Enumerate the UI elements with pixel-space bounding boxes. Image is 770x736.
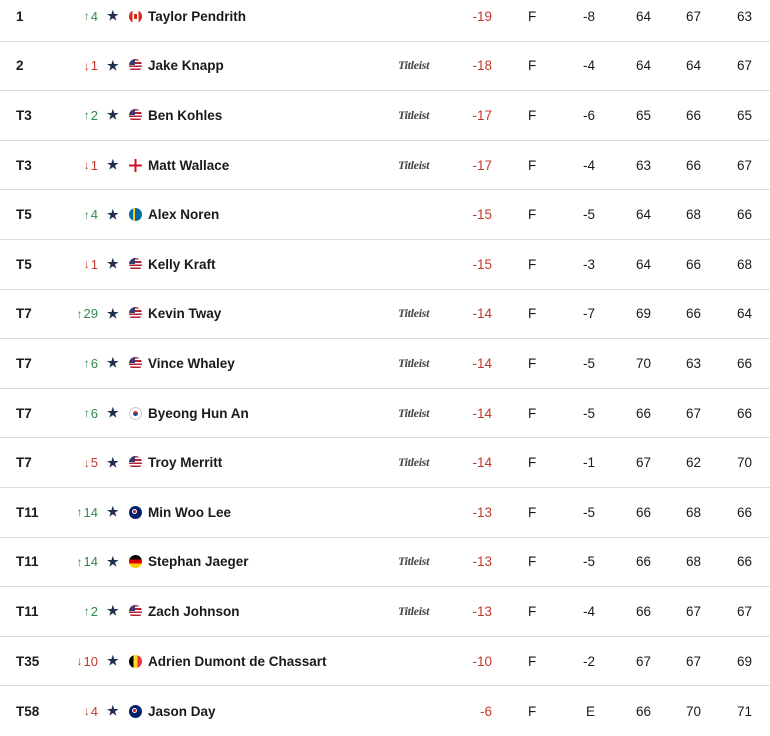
table-row[interactable]: [0, 190, 770, 240]
round-2-score: 66: [685, 256, 701, 272]
star-icon[interactable]: ★: [107, 57, 119, 73]
star-icon[interactable]: ★: [107, 206, 119, 222]
round-2-score: 70: [685, 703, 701, 719]
round-1-score: 66: [635, 603, 651, 619]
player-name-link[interactable]: Taylor Pendrith: [148, 8, 247, 24]
player-name-link[interactable]: Jason Day: [148, 703, 216, 719]
round-1-score: 66: [635, 703, 651, 719]
flag-icon: [128, 438, 142, 487]
total-score: -17: [472, 157, 492, 173]
thru-cell: F: [528, 504, 537, 520]
star-icon[interactable]: ★: [107, 256, 119, 272]
flag-icon: [128, 141, 142, 190]
round-2-score: 67: [685, 8, 701, 24]
round-3-score: 66: [736, 405, 752, 421]
movement-value: 4: [90, 207, 98, 223]
thru-cell: F: [528, 554, 537, 570]
round-1-score: 70: [635, 355, 651, 371]
arrow-up-icon: ↑: [76, 554, 83, 569]
flag-icon: [128, 339, 142, 388]
position-cell: T35: [16, 653, 40, 669]
round-2-score: 67: [685, 405, 701, 421]
table-row[interactable]: [0, 42, 770, 92]
thru-cell: F: [528, 703, 537, 719]
movement-value: 4: [90, 8, 98, 24]
today-score: -5: [582, 405, 595, 421]
arrow-down-icon: ↓: [83, 158, 90, 173]
flag-icon: [128, 290, 142, 339]
today-score: -5: [582, 355, 595, 371]
thru-cell: F: [528, 405, 537, 421]
thru-cell: F: [528, 653, 537, 669]
round-3-score: 66: [736, 504, 752, 520]
table-row[interactable]: [0, 141, 770, 191]
round-2-score: 63: [685, 355, 701, 371]
titleist-logo: Titleist: [398, 306, 430, 321]
flag-aus-icon: [129, 705, 142, 718]
flag-icon: [128, 240, 142, 289]
round-3-score: 67: [736, 58, 752, 74]
flag-icon: [128, 0, 142, 41]
flag-icon: [128, 488, 142, 537]
position-cell: T11: [16, 504, 39, 520]
position-cell: T58: [16, 703, 40, 719]
star-icon[interactable]: ★: [107, 703, 119, 719]
total-score: -13: [472, 504, 492, 520]
titleist-logo: Titleist: [398, 554, 430, 569]
arrow-up-icon: ↑: [76, 505, 83, 520]
table-row[interactable]: [0, 339, 770, 389]
star-icon[interactable]: ★: [107, 603, 119, 619]
titleist-logo: Titleist: [398, 107, 430, 122]
table-row[interactable]: [0, 637, 770, 687]
table-row[interactable]: [0, 438, 770, 488]
flag-bel-icon: [129, 655, 142, 668]
flag-usa-icon: [129, 307, 142, 320]
movement-value: 29: [83, 306, 98, 322]
titleist-logo: Titleist: [398, 405, 430, 420]
movement-indicator: [64, 637, 98, 686]
thru-cell: F: [528, 306, 537, 322]
round-3-score: 70: [736, 455, 752, 471]
round-3-score: 66: [736, 355, 752, 371]
arrow-down-icon: ↓: [76, 654, 83, 669]
total-score: -14: [472, 455, 492, 471]
position-cell: T3: [16, 107, 32, 123]
today-score: -4: [582, 58, 595, 74]
movement-value: 1: [90, 256, 98, 272]
round-3-score: 66: [736, 207, 752, 223]
flag-icon: [128, 587, 142, 636]
flag-eng-icon: [129, 159, 142, 172]
player-name-link[interactable]: Matt Wallace: [148, 157, 230, 173]
movement-value: 2: [90, 107, 98, 123]
position-cell: T3: [16, 157, 32, 173]
flag-icon: [128, 190, 142, 239]
round-1-score: 66: [635, 405, 651, 421]
movement-value: 14: [83, 554, 98, 570]
movement-value: 2: [90, 603, 98, 619]
total-score: -6: [479, 703, 492, 719]
total-score: -14: [472, 306, 492, 322]
round-1-score: 64: [635, 207, 651, 223]
flag-usa-icon: [129, 357, 142, 370]
round-2-score: 68: [685, 504, 701, 520]
position-cell: T5: [16, 256, 32, 272]
round-3-score: 68: [736, 256, 752, 272]
movement-indicator: [64, 290, 98, 339]
flag-usa-icon: [129, 456, 142, 469]
flag-usa-icon: [129, 109, 142, 122]
total-score: -17: [472, 107, 492, 123]
table-row[interactable]: [0, 686, 770, 736]
arrow-up-icon: ↑: [83, 9, 90, 24]
position-cell: T7: [16, 355, 32, 371]
movement-indicator: [64, 389, 98, 438]
titleist-logo: Titleist: [398, 455, 430, 470]
arrow-down-icon: ↓: [83, 257, 90, 272]
table-row[interactable]: [0, 389, 770, 439]
round-1-score: 66: [635, 554, 651, 570]
today-score: -6: [582, 107, 595, 123]
flag-kor-icon: [129, 407, 142, 420]
table-row[interactable]: [0, 240, 770, 290]
flag-usa-icon: [129, 258, 142, 271]
round-2-score: 62: [685, 455, 701, 471]
position-cell: T7: [16, 405, 32, 421]
movement-value: 6: [90, 355, 98, 371]
player-name-link[interactable]: Troy Merritt: [148, 455, 223, 471]
thru-cell: F: [528, 455, 537, 471]
round-1-score: 67: [635, 455, 651, 471]
round-3-score: 66: [736, 554, 752, 570]
movement-indicator: [64, 0, 98, 41]
round-3-score: 67: [736, 603, 752, 619]
table-row[interactable]: [0, 91, 770, 141]
position-cell: T5: [16, 207, 32, 223]
table-row[interactable]: [0, 587, 770, 637]
movement-value: 6: [90, 405, 98, 421]
today-score: -5: [582, 207, 595, 223]
round-3-score: 71: [736, 703, 752, 719]
star-icon[interactable]: ★: [107, 504, 119, 520]
round-3-score: 69: [736, 653, 752, 669]
flag-icon: [128, 389, 142, 438]
total-score: -15: [472, 207, 492, 223]
thru-cell: F: [528, 603, 537, 619]
star-icon[interactable]: ★: [107, 405, 119, 421]
movement-value: 14: [83, 504, 98, 520]
movement-indicator: [64, 190, 98, 239]
round-3-score: 64: [736, 306, 752, 322]
movement-indicator: [64, 488, 98, 537]
today-score: -8: [582, 8, 595, 24]
movement-value: 4: [90, 703, 98, 719]
total-score: -19: [472, 8, 492, 24]
round-2-score: 67: [685, 603, 701, 619]
table-row[interactable]: [0, 488, 770, 538]
star-icon[interactable]: ★: [107, 107, 119, 123]
round-2-score: 68: [685, 207, 701, 223]
movement-value: 5: [90, 455, 98, 471]
star-icon[interactable]: ★: [107, 305, 119, 321]
titleist-logo: Titleist: [398, 157, 430, 172]
titleist-logo: Titleist: [398, 355, 430, 370]
position-cell: T11: [16, 554, 39, 570]
player-name-link[interactable]: Min Woo Lee: [148, 504, 231, 520]
arrow-down-icon: ↓: [83, 58, 90, 73]
movement-indicator: [64, 91, 98, 140]
movement-indicator: [64, 240, 98, 289]
round-2-score: 66: [685, 157, 701, 173]
arrow-down-icon: ↓: [83, 455, 90, 470]
today-score: -5: [582, 554, 595, 570]
movement-indicator: [64, 42, 98, 91]
total-score: -18: [472, 58, 492, 74]
flag-swe-icon: [129, 208, 142, 221]
flag-icon: [128, 538, 142, 587]
thru-cell: F: [528, 256, 537, 272]
arrow-up-icon: ↑: [76, 306, 83, 321]
star-icon[interactable]: ★: [107, 157, 119, 173]
round-2-score: 64: [685, 58, 701, 74]
player-name-link[interactable]: Kelly Kraft: [148, 256, 216, 272]
total-score: -14: [472, 355, 492, 371]
round-3-score: 63: [736, 8, 752, 24]
today-score: -2: [582, 653, 595, 669]
today-score: E: [585, 703, 595, 719]
today-score: -3: [582, 256, 595, 272]
today-score: -7: [582, 306, 595, 322]
round-1-score: 69: [635, 306, 651, 322]
position-cell: T11: [16, 603, 39, 619]
flag-ger-icon: [129, 555, 142, 568]
arrow-up-icon: ↑: [83, 207, 90, 222]
movement-indicator: [64, 587, 98, 636]
star-icon[interactable]: ★: [107, 553, 119, 569]
flag-usa-icon: [129, 605, 142, 618]
today-score: -1: [582, 455, 595, 471]
star-icon[interactable]: ★: [107, 355, 119, 371]
flag-aus-icon: [129, 506, 142, 519]
player-name-link[interactable]: Adrien Dumont de Chassart: [148, 653, 327, 669]
table-row[interactable]: [0, 0, 770, 42]
flag-icon: [128, 637, 142, 686]
round-2-score: 66: [685, 107, 701, 123]
movement-value: 1: [90, 157, 98, 173]
round-1-score: 65: [635, 107, 651, 123]
thru-cell: F: [528, 8, 537, 24]
movement-indicator: [64, 686, 98, 736]
player-name-link[interactable]: Alex Noren: [148, 207, 220, 223]
total-score: -14: [472, 405, 492, 421]
round-3-score: 67: [736, 157, 752, 173]
round-2-score: 68: [685, 554, 701, 570]
round-2-score: 66: [685, 306, 701, 322]
total-score: -15: [472, 256, 492, 272]
star-icon[interactable]: ★: [107, 8, 119, 24]
player-name-link[interactable]: Jake Knapp: [148, 58, 224, 74]
movement-indicator: [64, 141, 98, 190]
position-cell: 2: [16, 58, 24, 74]
player-name-link[interactable]: Zach Johnson: [148, 603, 240, 619]
thru-cell: F: [528, 107, 537, 123]
position-cell: T7: [16, 306, 32, 322]
round-1-score: 64: [635, 8, 651, 24]
flag-usa-icon: [129, 59, 142, 72]
total-score: -13: [472, 603, 492, 619]
total-score: -10: [472, 653, 492, 669]
star-icon[interactable]: ★: [107, 653, 119, 669]
round-2-score: 67: [685, 653, 701, 669]
round-1-score: 67: [635, 653, 651, 669]
movement-indicator: [64, 538, 98, 587]
thru-cell: F: [528, 58, 537, 74]
table-row[interactable]: [0, 290, 770, 340]
total-score: -13: [472, 554, 492, 570]
titleist-logo: Titleist: [398, 603, 430, 618]
flag-can-icon: [129, 10, 142, 23]
player-name-link[interactable]: Stephan Jaeger: [148, 554, 249, 570]
today-score: -4: [582, 157, 595, 173]
player-name-link[interactable]: Ben Kohles: [148, 107, 223, 123]
arrow-up-icon: ↑: [83, 604, 90, 619]
titleist-logo: Titleist: [398, 58, 430, 73]
position-cell: T7: [16, 455, 32, 471]
today-score: -4: [582, 603, 595, 619]
thru-cell: F: [528, 207, 537, 223]
thru-cell: F: [528, 355, 537, 371]
thru-cell: F: [528, 157, 537, 173]
arrow-up-icon: ↑: [83, 108, 90, 123]
round-1-score: 66: [635, 504, 651, 520]
round-1-score: 64: [635, 256, 651, 272]
star-icon[interactable]: ★: [107, 454, 119, 470]
flag-icon: [128, 91, 142, 140]
table-row[interactable]: [0, 538, 770, 588]
arrow-up-icon: ↑: [83, 406, 90, 421]
arrow-down-icon: ↓: [83, 704, 90, 719]
movement-indicator: [64, 438, 98, 487]
flag-icon: [128, 42, 142, 91]
movement-value: 1: [90, 58, 98, 74]
today-score: -5: [582, 504, 595, 520]
position-cell: 1: [16, 8, 24, 24]
player-name-link[interactable]: Vince Whaley: [148, 355, 235, 371]
round-3-score: 65: [736, 107, 752, 123]
round-1-score: 64: [635, 58, 651, 74]
round-1-score: 63: [635, 157, 651, 173]
arrow-up-icon: ↑: [83, 356, 90, 371]
movement-indicator: [64, 339, 98, 388]
player-name-link[interactable]: Byeong Hun An: [148, 405, 249, 421]
player-name-link[interactable]: Kevin Tway: [148, 306, 222, 322]
flag-icon: [128, 686, 142, 736]
movement-value: 10: [83, 653, 98, 669]
